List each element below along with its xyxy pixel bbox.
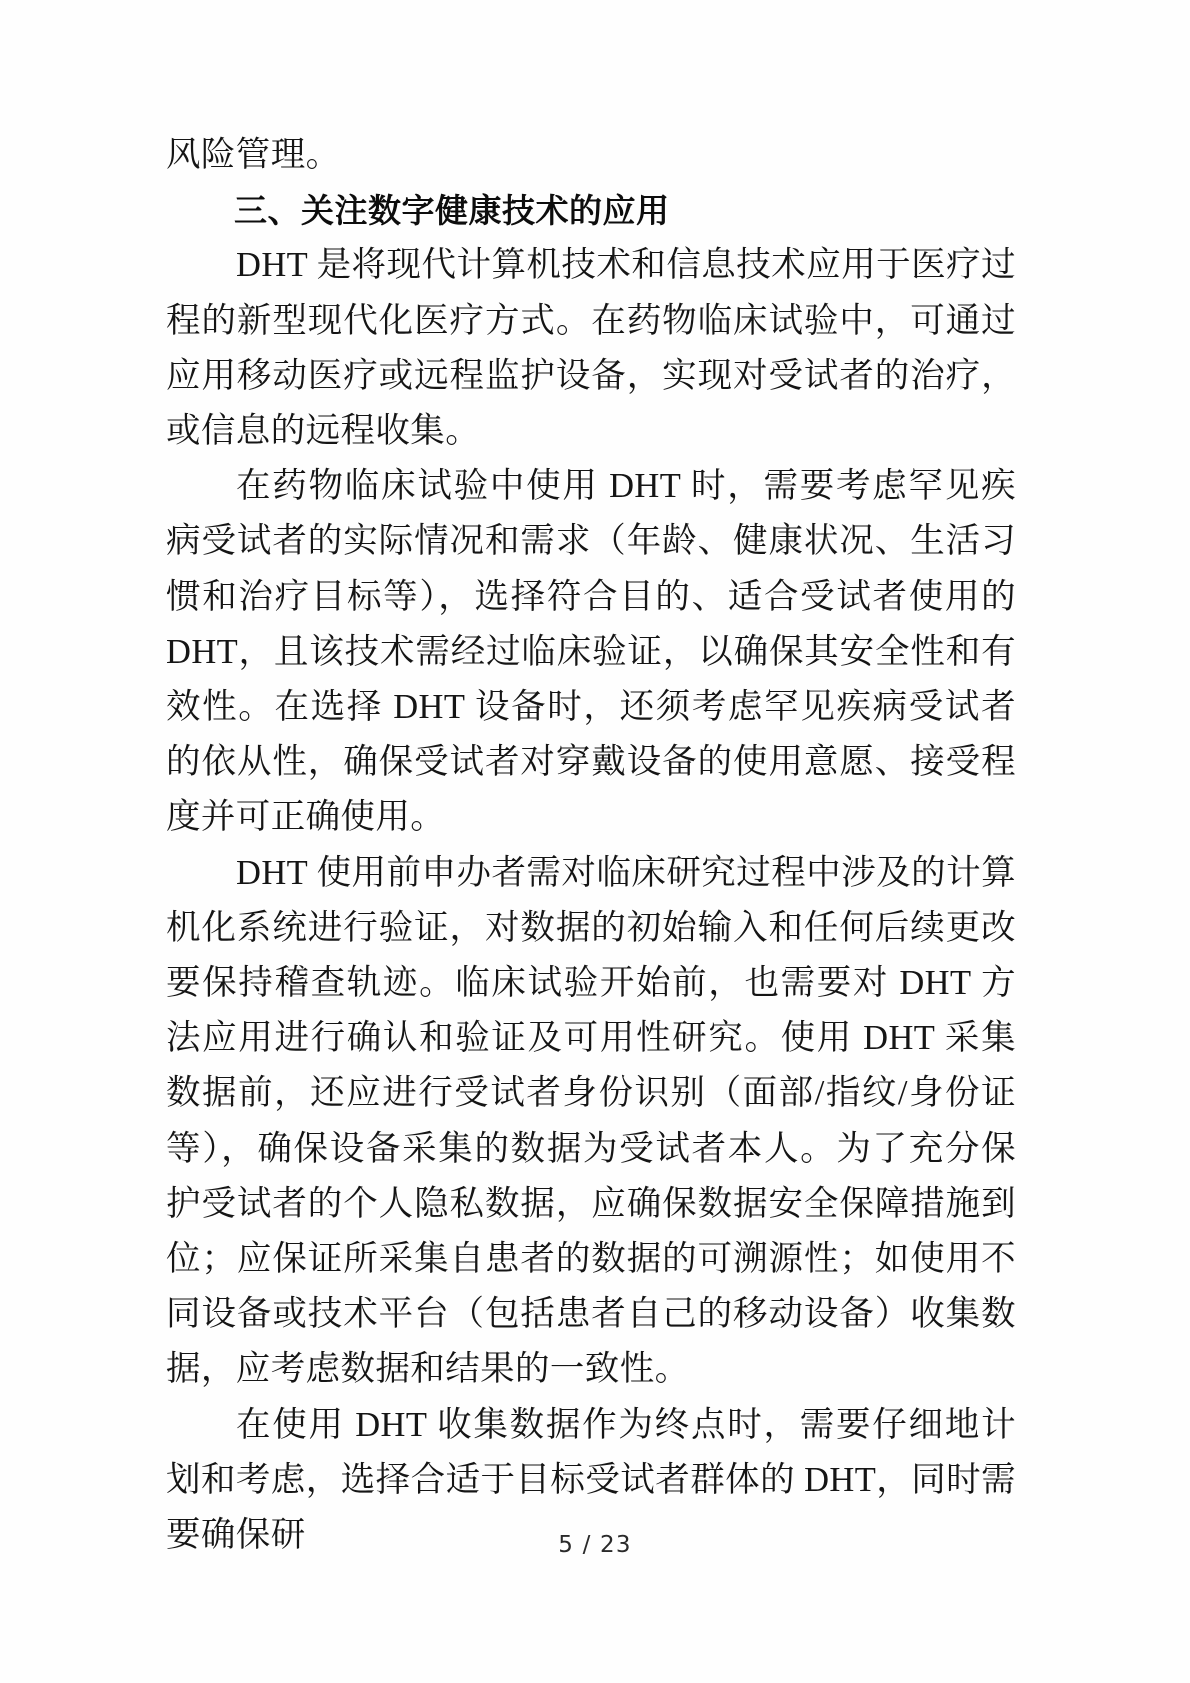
paragraph-dht-definition: DHT 是将现代计算机技术和信息技术应用于医疗过程的新型现代化医疗方式。在药物临床试验中，可通过应用移动医疗或远程监护设备，实现对受试者的治疗，或信息的远程收集。 bbox=[166, 246, 1016, 451]
orphan-paragraph-line: 风险管理。 bbox=[166, 136, 341, 174]
paragraph-dht-validation-privacy: DHT 使用前申办者需对临床研究过程中涉及的计算机化系统进行验证，对数据的初始输入和任何后续更改要保持稽查轨迹。临床试验开始前，也需要对 DHT 方法应用进行确认和验证及可用性研究。使用 DHT 采集数据前，还应进行受试者身份识别（面部/指纹/身份证等），确保设备采集的数据为受试者本人。为了充分保护受试者的个人隐私数据，应确保数据安全保障措施到位；应保证所采集自患者的数据的可溯源性；如使用不同设备或技术平台（包括患者自己的移动设备）收集数据，应考虑数据和结果的一致性。 bbox=[166, 853, 1016, 1389]
section-heading-three: 三、关注数字健康技术的应用 bbox=[234, 191, 670, 231]
page-number-footer: 5 / 23 bbox=[558, 1532, 632, 1558]
page-content bbox=[166, 128, 1016, 1563]
paragraph-dht-selection-considerations: 在药物临床试验中使用 DHT 时，需要考虑罕见疾病受试者的实际情况和需求（年龄、健康状况、生活习惯和治疗目标等），选择符合目的、适合受试者使用的 DHT，且该技术需经过临床验证，以确保其安全性和有效性。在选择 DHT 设备时，还须考虑罕见疾病受试者的依从性，确保受试者对穿戴设备的使用意愿、接受程度并可正确使用。 bbox=[166, 467, 1016, 837]
paragraph-dht-endpoint-planning: 在使用 DHT 收集数据作为终点时，需要仔细地计划和考虑，选择合适于目标受试者群体的 DHT，同时需要确保研 bbox=[166, 1405, 1016, 1555]
